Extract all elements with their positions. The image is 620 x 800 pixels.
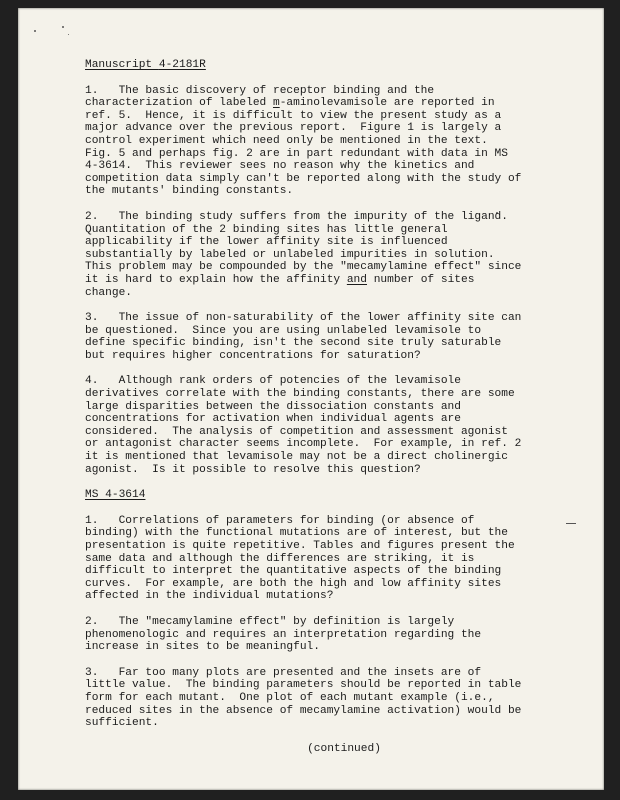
review-text bbox=[85, 59, 563, 755]
review-point-4 bbox=[85, 375, 563, 476]
review-point-2-text-b: number of sites change. bbox=[85, 273, 475, 299]
scan-speck bbox=[68, 34, 69, 35]
continued-note: (continued) bbox=[307, 742, 381, 755]
manuscript-heading-id: 4-2181R bbox=[158, 59, 206, 71]
review-point-3-text: 3. The issue of non-saturability of the lower affinity site can be questioned. Since you are using unlabeled levamisole to define specific binding, isn't the second site truly saturable but requires higher concentrations for saturation? bbox=[85, 312, 522, 362]
scan-speck bbox=[62, 26, 64, 28]
ms-point-2: 2. The "mecamylamine effect" by definition is largely phenomenologic and requires an interpretation regarding the increase in sites to be meaningful. bbox=[85, 615, 482, 654]
review-point-4-text: 4. Although rank orders of potencies of the levamisole derivatives correlate with the binding constants, there are some large disparities between the dissociation constants and concentrations for activation when individual agents are considered. The analysis of competition and assessment agonist or antagonist character seems incomplete. For example, in ref. 2 it is mentioned that levamisole may not be a direct cholinergic agonist. Is it possible to resolve this question? bbox=[85, 375, 522, 476]
review-point-3 bbox=[85, 312, 563, 362]
review-point-1 bbox=[85, 85, 563, 198]
ms-heading: MS 4-3614 bbox=[85, 489, 146, 502]
scan-mark bbox=[566, 523, 576, 524]
review-point-2-text-a: 2. The binding study suffers from the impurity of the ligand. Quantitation of the 2 binding sites has little general applicability if the lower affinity site is influenced substantially by labeled or unlabeled impurities in solution. This problem may be compounded by the "mecamylamine effect" since it is hard to explain how the affinity bbox=[85, 210, 522, 286]
review-point-2 bbox=[85, 211, 563, 299]
review-point-1-text-b: -aminolevamisole are reported in ref. 5. Hence, it is difficult to view the present study as a major advance over the previous report. Figure 1 is largely a control experiment which need only be mentioned in the text. Fig. 5 and perhaps fig. 2 are in part redundant with data in MS 4-3614. This reviewer sees no reason why the kinetics and competition data simply can't be reported along with the study of the mutants' binding constants. bbox=[85, 97, 522, 198]
review-point-1-text-a: 1. The basic discovery of receptor binding and the characterization of labeled bbox=[85, 84, 435, 110]
manuscript-heading bbox=[85, 59, 563, 72]
review-point-1-underlined: m bbox=[272, 97, 280, 110]
ms-point-1: 1. Correlations of parameters for binding (or absence of binding) with the functional mutations are of interest, but the presentation is quite repetitive. Tables and figures present the same data and although the differences are striking, it is difficult to interpret the quantitative aspects of the binding curves. For example, are both the high and low affinity sites affected in the individual mutations? bbox=[85, 514, 515, 603]
scan-speck bbox=[34, 30, 36, 32]
review-point-2-underlined: and bbox=[346, 273, 367, 286]
ms-point-3: 3. Far too many plots are presented and the insets are of little value. The binding parameters should be reported in table form for each mutant. One plot of each mutant example (i.e., reduced sites in the absence of mecamylamine activation) would be sufficient. bbox=[85, 666, 522, 730]
manuscript-heading-prefix: Manuscript bbox=[85, 59, 159, 71]
